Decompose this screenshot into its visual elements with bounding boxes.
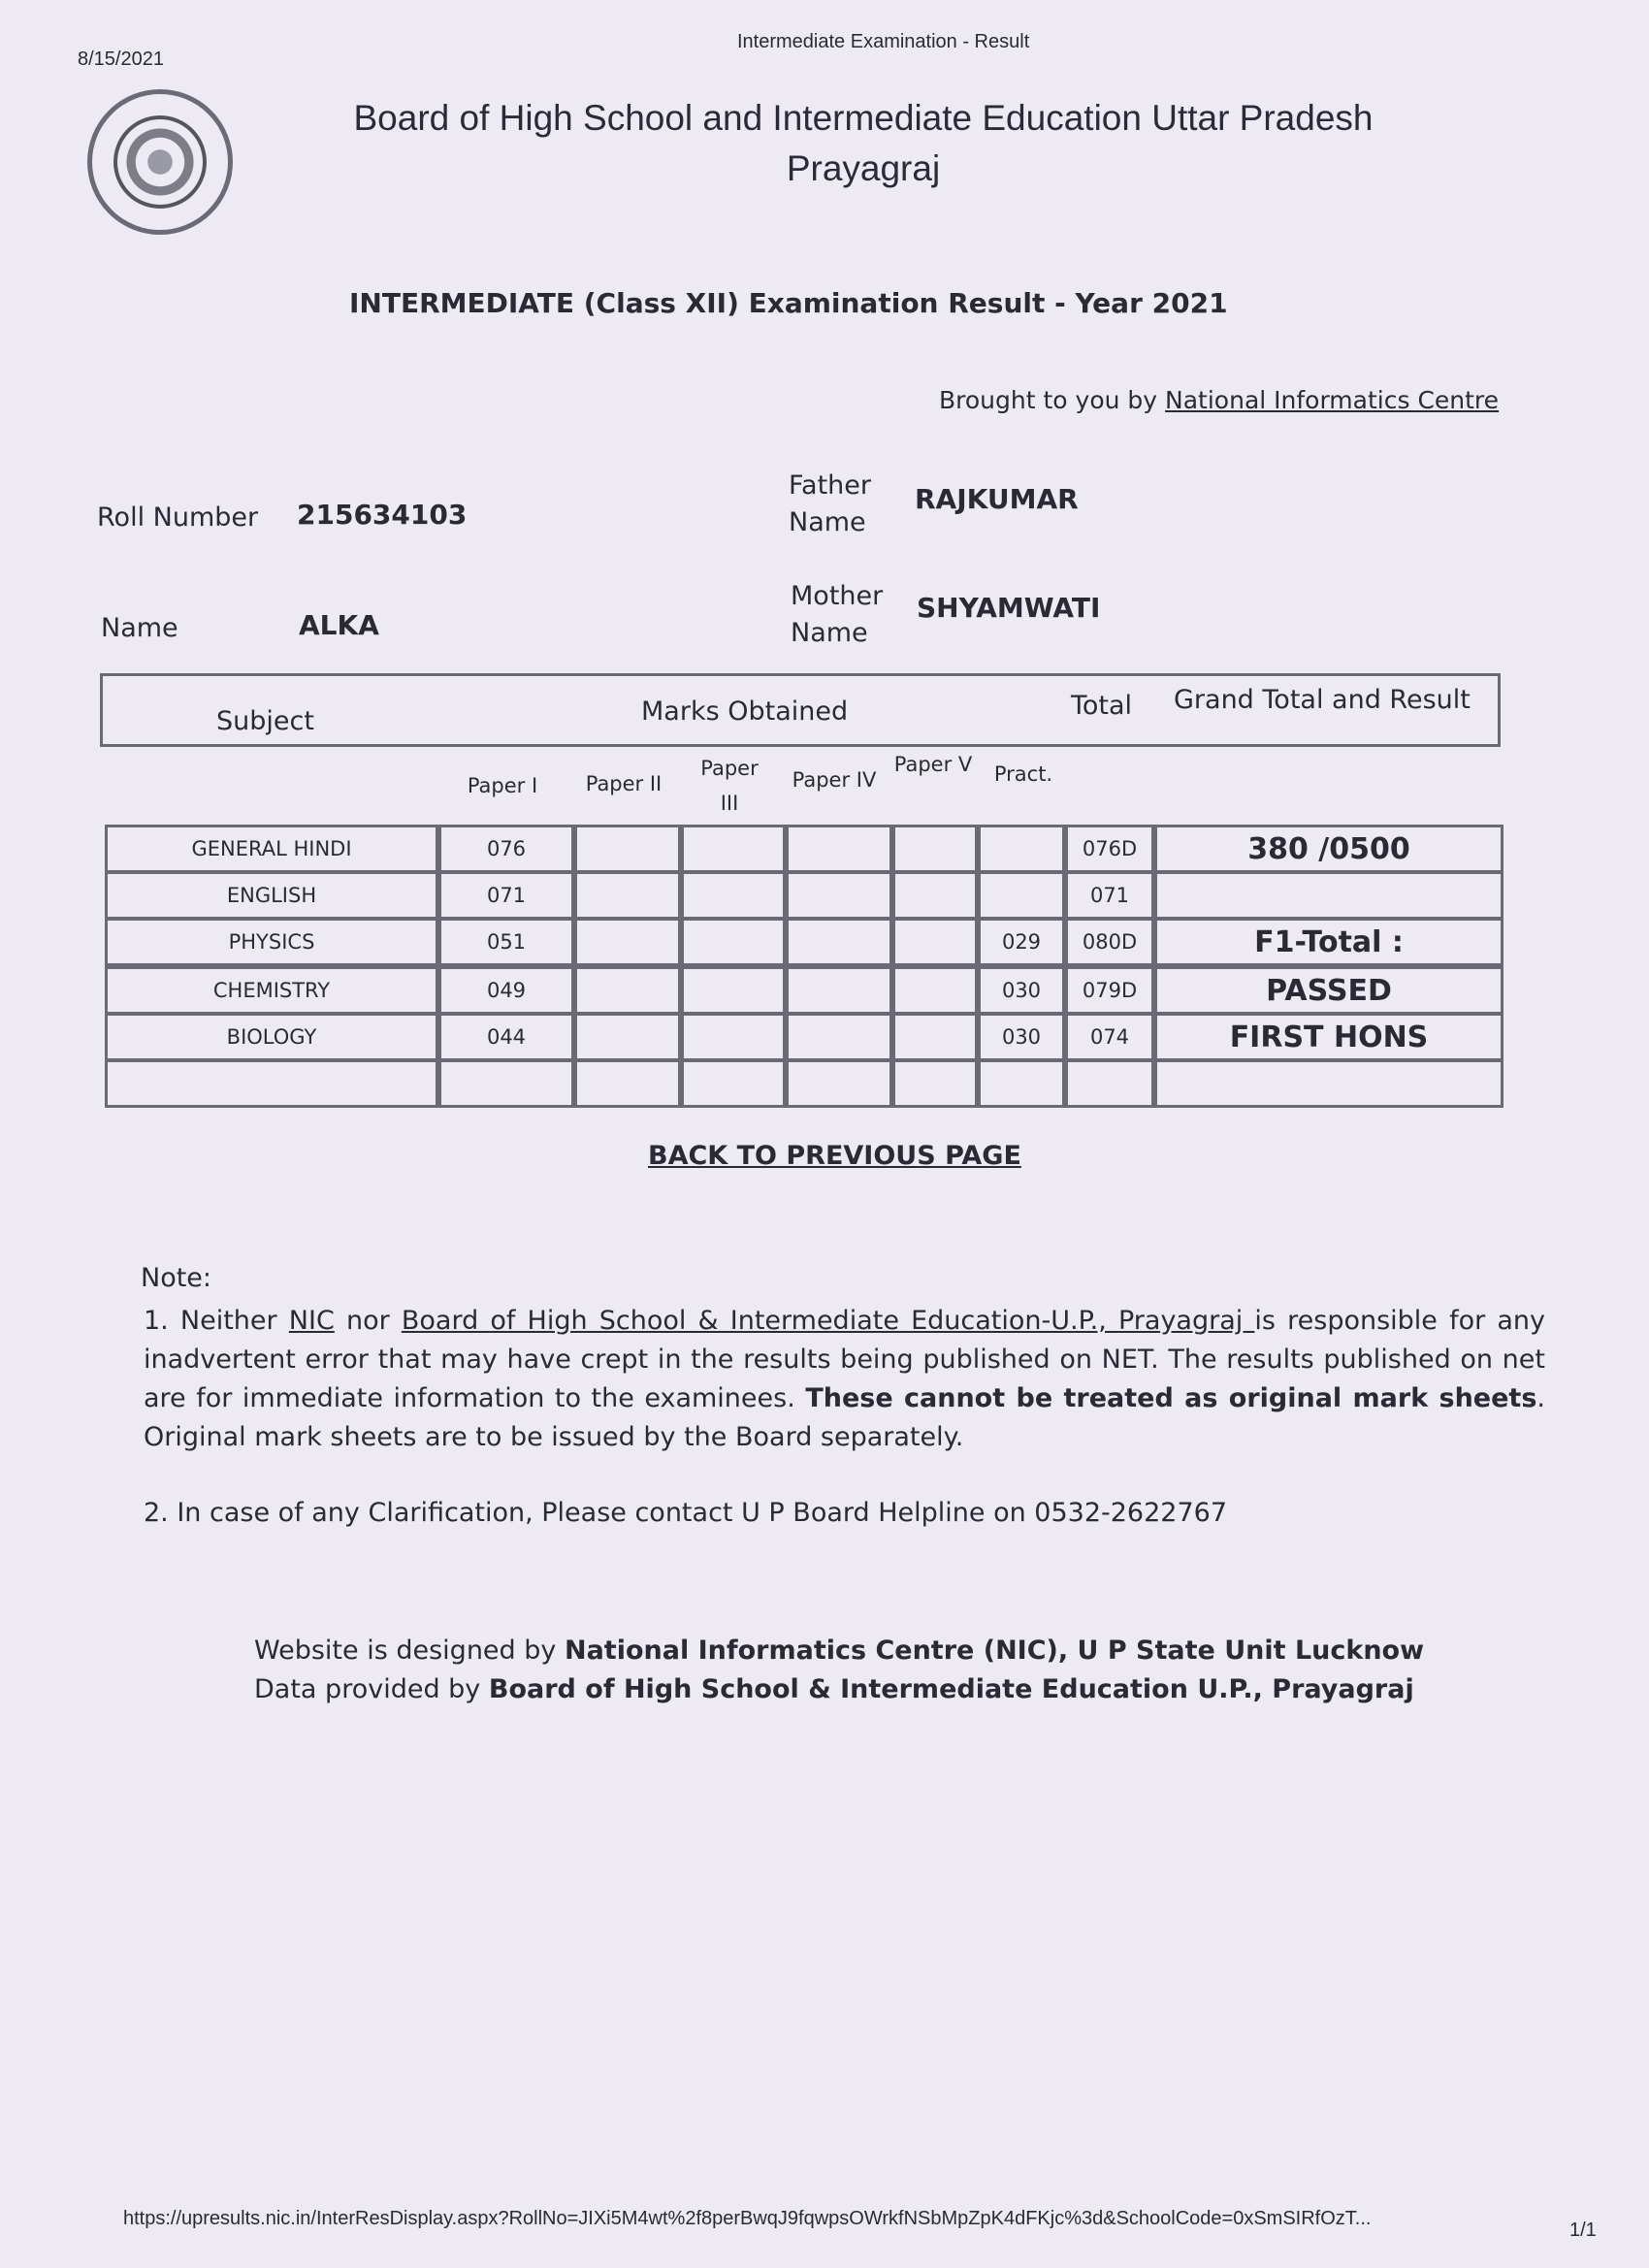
board-title-line2: Prayagraj xyxy=(786,148,941,188)
footer-line-1: Website is designed by National Informatics Centre (NIC), U P State Unit Lucknow xyxy=(254,1636,1425,1666)
empty-cell xyxy=(681,1059,786,1108)
empty-cell xyxy=(574,1059,681,1108)
result-status: PASSED xyxy=(1154,966,1504,1015)
empty-cell xyxy=(105,1059,438,1108)
roll-number-label: Roll Number xyxy=(97,502,259,533)
paper-1-cell: 049 xyxy=(438,966,574,1015)
empty-cell xyxy=(681,966,786,1015)
up-government-seal-icon xyxy=(87,89,233,235)
subheader-paper-1: Paper I xyxy=(467,774,538,797)
empty-cell xyxy=(681,825,786,873)
header-subject: Subject xyxy=(216,706,314,736)
empty-cell xyxy=(892,966,978,1015)
back-to-previous-page-link[interactable]: BACK TO PREVIOUS PAGE xyxy=(648,1141,1021,1171)
empty-cell xyxy=(681,1013,786,1061)
exam-title: INTERMEDIATE (Class XII) Examination Result - Year 2021 xyxy=(349,287,1228,319)
total-cell: 071 xyxy=(1065,871,1154,920)
mother-name-value: SHYAMWATI xyxy=(917,592,1101,624)
nic-note-link[interactable]: NIC xyxy=(288,1306,335,1336)
print-page-number: 1/1 xyxy=(1569,2219,1597,2241)
practical-cell: 029 xyxy=(978,918,1065,966)
footer-line-2: Data provided by Board of High School & Intermediate Education U.P., Prayagraj xyxy=(254,1674,1414,1704)
empty-cell xyxy=(574,966,681,1015)
empty-cell xyxy=(892,871,978,920)
subject-cell: BIOLOGY xyxy=(105,1013,438,1061)
empty-cell xyxy=(574,825,681,873)
empty-cell xyxy=(786,1059,892,1108)
note-2: 2. In case of any Clarification, Please contact U P Board Helpline on 0532-2622767 xyxy=(144,1498,1228,1528)
subject-cell: ENGLISH xyxy=(105,871,438,920)
empty-cell xyxy=(786,825,892,873)
father-name-label: Father Name xyxy=(789,470,872,537)
board-title-line1: Board of High School and Intermediate Education Uttar Pradesh xyxy=(353,98,1374,138)
subheader-practical: Pract. xyxy=(993,762,1053,786)
nic-link[interactable]: National Informatics Centre xyxy=(1165,386,1500,414)
empty-cell xyxy=(786,966,892,1015)
board-note-link[interactable]: Board of High School & Intermediate Education-U.P., Prayagraj xyxy=(401,1306,1255,1336)
total-cell: 074 xyxy=(1065,1013,1154,1061)
paper-1-cell: 076 xyxy=(438,825,574,873)
print-url: https://upresults.nic.in/InterResDisplay.aspx?RollNo=JIXi5M4wt%2f8perBwqJ9fqwpsOWrkfNSbMpZpK4dFKjc%3d&SchoolCode=0xSmSIRfOzT... xyxy=(123,2208,1372,2229)
empty-cell xyxy=(892,918,978,966)
print-page-title: Intermediate Examination - Result xyxy=(737,31,1030,52)
total-cell: 079D xyxy=(1065,966,1154,1015)
subject-cell: PHYSICS xyxy=(105,918,438,966)
empty-cell xyxy=(978,1059,1065,1108)
empty-cell xyxy=(1154,1059,1504,1108)
total-cell: 076D xyxy=(1065,825,1154,873)
practical-cell: 030 xyxy=(978,966,1065,1015)
subject-cell: CHEMISTRY xyxy=(105,966,438,1015)
note-1: 1. Neither NIC nor Board of High School & Intermediate Education-U.P., Prayagraj is responsible for any inadvertent error that may have crept in the results being published on NET. The results published on net are for immediate information to the examinees. These cannot be treated as original mark sheets. Original mark sheets are to be issued by the Board separately. xyxy=(144,1306,1545,1452)
f1-total-label: F1-Total : xyxy=(1154,918,1504,966)
name-label: Name xyxy=(101,613,178,643)
paper-1-cell: 044 xyxy=(438,1013,574,1061)
empty-cell xyxy=(786,918,892,966)
empty-cell xyxy=(1065,1059,1154,1108)
mother-name-label: Mother Name xyxy=(791,581,884,648)
empty-cell xyxy=(574,918,681,966)
father-name-value: RAJKUMAR xyxy=(915,483,1079,515)
empty-cell xyxy=(681,918,786,966)
total-cell: 080D xyxy=(1065,918,1154,966)
subheader-paper-5: Paper V xyxy=(893,753,973,776)
subheader-paper-2: Paper II xyxy=(585,772,663,795)
empty-cell xyxy=(892,1013,978,1061)
result-division: FIRST HONS xyxy=(1154,1013,1504,1061)
empty-cell xyxy=(438,1059,574,1108)
empty-cell xyxy=(892,825,978,873)
practical-cell: 030 xyxy=(978,1013,1065,1061)
empty-cell xyxy=(574,1013,681,1061)
subheader-paper-3: Paper III xyxy=(700,757,759,815)
practical-cell xyxy=(978,871,1065,920)
subject-cell: GENERAL HINDI xyxy=(105,825,438,873)
name-value: ALKA xyxy=(299,609,379,641)
header-total: Total xyxy=(1071,691,1133,721)
empty-cell xyxy=(681,871,786,920)
print-date: 8/15/2021 xyxy=(78,49,164,70)
header-grand-total: Grand Total and Result xyxy=(1174,685,1471,715)
board-title xyxy=(330,93,1397,194)
empty-cell xyxy=(786,871,892,920)
grand-total-value: 380 /0500 xyxy=(1154,825,1504,873)
roll-number-value: 215634103 xyxy=(297,499,468,531)
empty-cell xyxy=(786,1013,892,1061)
practical-cell xyxy=(978,825,1065,873)
note-heading: Note: xyxy=(141,1263,212,1293)
credit-prefix: Brought to you by xyxy=(939,386,1166,414)
credit-line xyxy=(939,386,1499,414)
paper-1-cell: 071 xyxy=(438,871,574,920)
header-marks-obtained: Marks Obtained xyxy=(641,697,849,727)
result-blank xyxy=(1154,871,1504,920)
empty-cell xyxy=(892,1059,978,1108)
subheader-paper-4: Paper IV xyxy=(792,768,877,792)
empty-cell xyxy=(574,871,681,920)
paper-1-cell: 051 xyxy=(438,918,574,966)
